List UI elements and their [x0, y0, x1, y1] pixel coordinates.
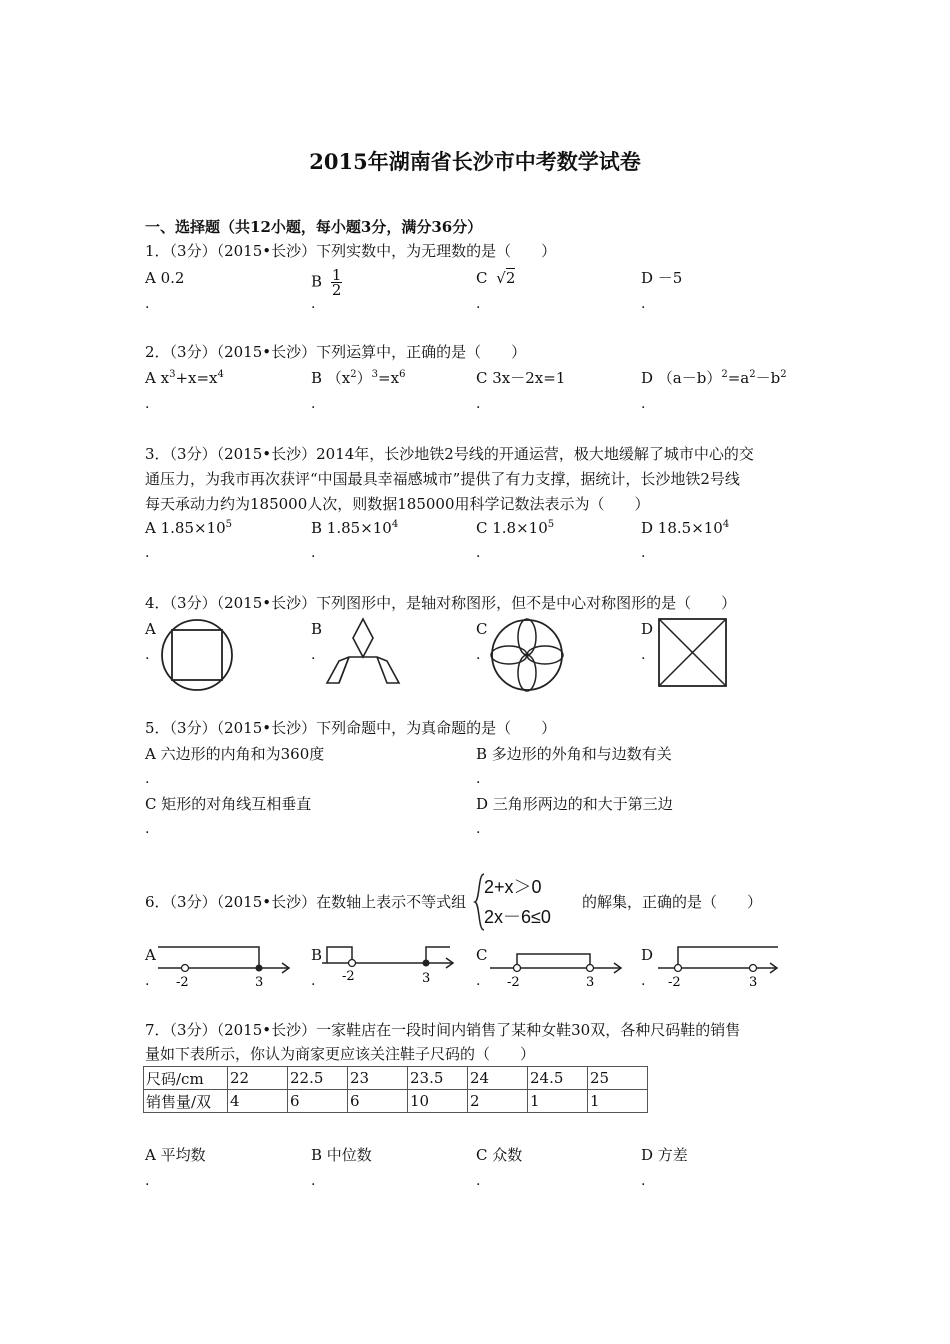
- inequality-system: [484, 872, 551, 932]
- table-cell: 24: [468, 1067, 528, 1090]
- table-cell: 尺码/cm: [144, 1067, 228, 1090]
- dot: .: [145, 396, 150, 412]
- dot: .: [476, 973, 481, 989]
- table-cell: 23.5: [408, 1067, 468, 1090]
- q3-option-a: A $1.85\times 10^5$: [145, 519, 233, 537]
- three-rhombus-figure: [327, 617, 399, 687]
- q2-option-c: C 3x－2x=1: [476, 369, 566, 387]
- dot: .: [311, 1173, 316, 1189]
- dot: .: [476, 396, 481, 412]
- dot: .: [476, 647, 481, 663]
- q7-option-a: A 平均数: [145, 1146, 206, 1164]
- tick-label-neg2: -2: [176, 975, 189, 990]
- dot: .: [641, 1173, 646, 1189]
- table-row: [144, 1067, 648, 1090]
- number-line-b: [322, 942, 462, 988]
- q5-stem: 5．（3分）（2015•长沙）下列命题中，为真命题的是（ ）: [145, 719, 557, 737]
- table-cell: 22.5: [288, 1067, 348, 1090]
- shoe-size-table: [143, 1066, 648, 1113]
- q6-stem-pre: 6．（3分）（2015•长沙）在数轴上表示不等式组: [145, 893, 467, 911]
- table-cell: 22: [228, 1067, 288, 1090]
- brace-icon: [474, 872, 486, 932]
- dot: .: [641, 296, 646, 312]
- q4-option-a-label: A: [145, 620, 156, 638]
- q4-option-d-label: D: [641, 620, 654, 638]
- q6-option-c-label: C: [476, 946, 488, 964]
- tick-label-3: 3: [586, 975, 595, 990]
- q6-stem-post: 的解集，正确的是（ ）: [582, 893, 763, 911]
- q1-option-b: B $\frac{1}{2}$: [311, 266, 342, 299]
- four-petal-circle-figure: [490, 618, 564, 692]
- table-cell: 23: [348, 1067, 408, 1090]
- q2-option-d: D $(a-b)^2=a^2-b^2$: [641, 369, 787, 387]
- dot: .: [476, 771, 481, 787]
- table-cell: 1: [528, 1090, 588, 1113]
- table-cell: 4: [228, 1090, 288, 1113]
- q3-stem-line1: 3．（3分）（2015•长沙）2014年，长沙地铁2号线的开通运营，极大地缓解了城市中心的交: [145, 445, 754, 463]
- table-cell: 10: [408, 1090, 468, 1113]
- table-cell: 2: [468, 1090, 528, 1113]
- q6-option-b-label: B: [311, 946, 323, 964]
- q7-stem-line1: 7．（3分）（2015•长沙）一家鞋店在一段时间内销售了某种女鞋30双，各种尺码鞋的销售: [145, 1021, 741, 1039]
- page-title: 2015年湖南省长沙市中考数学试卷: [309, 149, 641, 174]
- number-line-a: [158, 942, 294, 988]
- tick-label-3: 3: [255, 975, 264, 990]
- dot: .: [311, 545, 316, 561]
- sqrt-sign: √: [496, 269, 506, 287]
- q2-option-b: B $(x^2)^3=x^6$: [311, 369, 406, 387]
- dot: .: [641, 973, 646, 989]
- dot: .: [145, 821, 150, 837]
- q1-option-a: A 0.2: [145, 269, 185, 287]
- square-diagonals-figure: [658, 618, 728, 688]
- q5-option-b: B 多边形的外角和与边数有关: [476, 745, 672, 763]
- q2-option-a: A $x^3+x=x^4$: [145, 369, 224, 387]
- dot: .: [476, 296, 481, 312]
- q6-option-a-label: A: [145, 946, 156, 964]
- dot: .: [311, 647, 316, 663]
- q3-option-b: B $1.85\times 10^4$: [311, 519, 399, 537]
- q1-option-d: D －5: [641, 269, 683, 287]
- inequality-1: 2+x＞0: [484, 877, 542, 897]
- table-cell: 1: [588, 1090, 648, 1113]
- dot: .: [641, 545, 646, 561]
- q3-option-d: D $18.5\times 10^4$: [641, 519, 730, 537]
- q7-option-c: C 众数: [476, 1146, 523, 1164]
- dot: .: [145, 973, 150, 989]
- q1-option-c: C √2: [476, 269, 516, 287]
- tick-label-neg2: -2: [342, 969, 355, 984]
- q7-option-d: D 方差: [641, 1146, 688, 1164]
- inequality-2: 2x－6≤0: [484, 907, 551, 927]
- table-cell: 24.5: [528, 1067, 588, 1090]
- tick-label-3: 3: [749, 975, 758, 990]
- q4-option-c-label: C: [476, 620, 488, 638]
- q3-option-c: C $1.8\times 10^5$: [476, 519, 555, 537]
- q3-stem-line3: 每天承动力约为185000人次，则数据185000用科学记数法表示为（ ）: [145, 495, 650, 513]
- q2-stem: 2．（3分）（2015•长沙）下列运算中，正确的是（ ）: [145, 343, 527, 361]
- q4-stem: 4．（3分）（2015•长沙）下列图形中，是轴对称图形，但不是中心对称图形的是（ ）: [145, 594, 737, 612]
- number-line-c: [490, 942, 626, 988]
- tick-label-3: 3: [422, 971, 431, 986]
- q1-stem: 1．（3分）（2015•长沙）下列实数中，为无理数的是（ ）: [145, 242, 557, 260]
- number-line-d: [658, 942, 784, 988]
- dot: .: [145, 296, 150, 312]
- tick-label-neg2: -2: [668, 975, 681, 990]
- dot: .: [311, 296, 316, 312]
- q5-option-d: D 三角形两边的和大于第三边: [476, 795, 673, 813]
- dot: .: [476, 545, 481, 561]
- q5-option-a: A 六边形的内角和为360度: [145, 745, 325, 763]
- table-cell: 6: [348, 1090, 408, 1113]
- table-cell: 25: [588, 1067, 648, 1090]
- dot: .: [476, 821, 481, 837]
- table-row: [144, 1090, 648, 1113]
- dot: .: [641, 647, 646, 663]
- q5-option-c: C 矩形的对角线互相垂直: [145, 795, 312, 813]
- section-heading: 一、选择题（共12小题，每小题3分，满分36分）: [145, 218, 483, 236]
- dot: .: [311, 396, 316, 412]
- circle-square-figure: [160, 618, 234, 692]
- dot: .: [145, 545, 150, 561]
- dot: .: [476, 1173, 481, 1189]
- fraction: $\frac{1}{2}$: [331, 266, 342, 299]
- dot: .: [145, 1173, 150, 1189]
- dot: .: [145, 647, 150, 663]
- q3-stem-line2: 通压力，为我市再次获评“中国最具幸福感城市”提供了有力支撑，据统计，长沙地铁2号线: [145, 470, 740, 488]
- q6-option-d-label: D: [641, 946, 654, 964]
- dot: .: [311, 973, 316, 989]
- dot: .: [641, 396, 646, 412]
- q7-option-b: B 中位数: [311, 1146, 372, 1164]
- q7-stem-line2: 量如下表所示，你认为商家更应该关注鞋子尺码的（ ）: [145, 1045, 536, 1063]
- table-cell: 6: [288, 1090, 348, 1113]
- tick-label-neg2: -2: [507, 975, 520, 990]
- dot: .: [145, 771, 150, 787]
- q4-option-b-label: B: [311, 620, 323, 638]
- table-cell: 销售量/双: [144, 1090, 228, 1113]
